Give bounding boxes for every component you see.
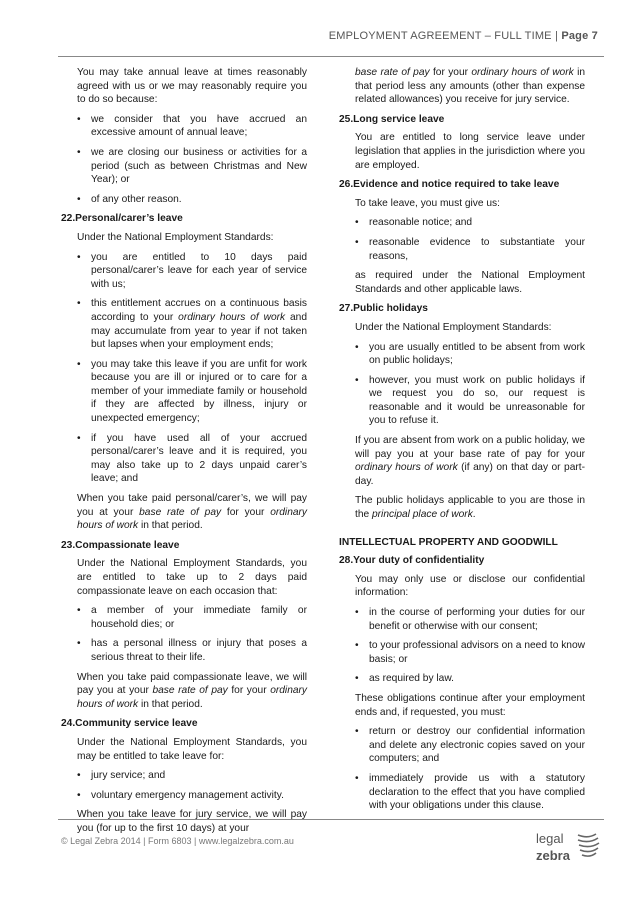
section-number: 27. bbox=[339, 303, 354, 315]
list-item: • reasonable notice; and bbox=[355, 216, 585, 230]
section-number: 25. bbox=[339, 113, 354, 125]
list-item: • return or destroy our confidential information and delete any electronic copies saved on your computers; and bbox=[355, 725, 585, 766]
section-paragraph: as required under the National Employment Standards and other applicable laws. bbox=[355, 270, 585, 295]
section-title: Your duty of confidentiality bbox=[353, 555, 485, 567]
text-run: The public holidays applicable to you are those in the bbox=[355, 495, 585, 521]
footer-rule bbox=[58, 819, 604, 820]
section-paragraph bbox=[339, 494, 585, 521]
annual-leave-list bbox=[61, 113, 307, 207]
text-run: When you take paid personal/carer’s, we will pay you at your bbox=[77, 493, 307, 518]
section-title: Community service leave bbox=[75, 718, 198, 730]
section-lead: To take leave, you must give us: bbox=[355, 197, 500, 209]
page-number: Page 7 bbox=[561, 30, 598, 42]
list-item: • we are closing our business or activities for a period (such as between Christmas and New Year); or bbox=[77, 146, 307, 187]
continued-paragraph bbox=[339, 66, 585, 107]
public-holidays-list bbox=[339, 341, 585, 429]
section-heading-23 bbox=[61, 539, 307, 553]
list-item: • in the course of performing your duties for our benefit or otherwise with our consent; bbox=[355, 606, 585, 633]
annual-leave-intro: You may take annual leave at times reasonably agreed with us or we may reasonably require you to do so because: bbox=[77, 67, 307, 106]
section-number: 22. bbox=[61, 213, 76, 225]
section-heading-22 bbox=[61, 212, 307, 226]
section-heading-25 bbox=[339, 113, 585, 127]
list-item: • you may take this leave if you are unfit for work because you are ill or injured or to care for a member of your immediate family or household if they are affected by illness, injury or unexpected emergency; bbox=[77, 358, 307, 426]
section-heading-24 bbox=[61, 717, 307, 731]
list-item: • jury service; and bbox=[77, 769, 307, 783]
section-lead: Under the National Employment Standards, you may be entitled to take leave for: bbox=[77, 736, 307, 762]
text-run: for your bbox=[429, 67, 472, 78]
text-run: in that period. bbox=[138, 520, 203, 532]
text-run: for your bbox=[221, 506, 271, 518]
text-run: (if any) on that day or part-day. bbox=[355, 462, 585, 487]
section-lead: You may only use or disclose our confidential information: bbox=[355, 573, 585, 599]
list-item: • you are usually entitled to be absent from work on public holidays; bbox=[355, 341, 585, 368]
community-leave-list bbox=[61, 769, 307, 802]
obligations-list bbox=[339, 725, 585, 813]
section-heading-27 bbox=[339, 302, 585, 316]
text-run: . bbox=[472, 509, 476, 521]
list-item: • as required by law. bbox=[355, 672, 585, 686]
list-item: • however, you must work on public holidays if we request you do so, our request is reasonable and it would be unreasonable for you to refuse it. bbox=[355, 374, 585, 428]
list-item: • voluntary emergency management activity. bbox=[77, 789, 307, 803]
section-number: 24. bbox=[61, 718, 76, 730]
defined-term: base rate of pay bbox=[355, 67, 430, 78]
text-run: When you take paid compassionate leave, we will pay you at your bbox=[77, 671, 307, 697]
section-title: Evidence and notice required to take leave bbox=[353, 179, 560, 191]
defined-term: ordinary hours of work bbox=[77, 506, 308, 532]
text-run: If you are absent from work on a public holiday, we will pay you at your base rate of pay for your bbox=[355, 435, 585, 460]
section-paragraph bbox=[339, 434, 585, 488]
defined-term: ordinary hours of work bbox=[471, 67, 574, 78]
part-heading: INTELLECTUAL PROPERTY AND GOODWILL bbox=[339, 536, 558, 548]
defined-term: base rate of pay bbox=[152, 685, 228, 697]
legal-zebra-logo bbox=[534, 829, 604, 865]
list-item: • reasonable evidence to substantiate your reasons, bbox=[355, 236, 585, 263]
list-item: • immediately provide us with a statutory declaration to the effect that you have complied with your obligations under this clause. bbox=[355, 772, 585, 813]
defined-term: base rate of pay bbox=[139, 506, 222, 518]
section-title: Long service leave bbox=[353, 113, 445, 125]
defined-term: ordinary hours of work bbox=[178, 311, 286, 323]
list-item: • you are entitled to 10 days paid personal/carer’s leave for each year of service with us; bbox=[77, 251, 307, 292]
section-paragraph: These obligations continue after your employment ends and, if requested, you must: bbox=[355, 692, 585, 718]
section-title: Compassionate leave bbox=[75, 539, 180, 551]
confidentiality-list bbox=[339, 606, 585, 686]
section-title: Public holidays bbox=[353, 303, 428, 315]
list-item: • if you have used all of your accrued personal/carer’s leave and it is required, you may also take up to 2 days unpaid carer’s leave; and bbox=[77, 432, 307, 486]
list-item bbox=[77, 297, 307, 351]
section-heading-26 bbox=[339, 178, 585, 192]
list-item: • of any other reason. bbox=[77, 193, 307, 207]
defined-term: ordinary hours of work bbox=[355, 462, 458, 474]
section-paragraph: When you take leave for jury service, we will pay you (for up to the first 10 days) at your bbox=[77, 809, 307, 834]
section-heading-28 bbox=[339, 554, 585, 568]
text-run: for your bbox=[227, 685, 271, 697]
text-run: and may accumulate from year to year if not taken but lapses when your employment ends; bbox=[91, 311, 307, 351]
compassionate-leave-list bbox=[61, 604, 307, 664]
list-item: • to your professional advisors on a need to know basis; or bbox=[355, 639, 585, 666]
section-paragraph: You are entitled to long service leave under legislation that applies in the jurisdiction where you are employed. bbox=[355, 132, 585, 171]
section-paragraph bbox=[61, 671, 307, 712]
defined-term: principal place of work bbox=[372, 509, 473, 521]
section-lead: Under the National Employment Standards, you are entitled to take up to 2 days paid compassionate leave on each occasion that: bbox=[77, 558, 307, 597]
header-rule bbox=[58, 56, 604, 57]
defined-term: ordinary hours of work bbox=[77, 685, 308, 710]
section-number: 28. bbox=[339, 555, 354, 567]
section-title: Personal/carer’s leave bbox=[75, 213, 183, 225]
notice-list bbox=[339, 216, 585, 263]
list-item: • we consider that you have accrued an excessive amount of annual leave; bbox=[77, 113, 307, 140]
section-lead: Under the National Employment Standards: bbox=[77, 231, 274, 243]
text-run: in that period. bbox=[138, 698, 203, 710]
list-item: • a member of your immediate family or household dies; or bbox=[77, 604, 307, 631]
section-lead: Under the National Employment Standards: bbox=[355, 321, 552, 333]
text-run: in that period less any amounts (other than expense related allowances) you receive for jury service. bbox=[355, 67, 585, 106]
left-column bbox=[61, 66, 307, 842]
logo-word-2: zebra bbox=[536, 848, 570, 863]
footer-text: © Legal Zebra 2014 | Form 6803 | www.legalzebra.com.au bbox=[61, 836, 294, 846]
section-number: 26. bbox=[339, 179, 354, 191]
header-separator: | bbox=[555, 30, 559, 42]
text-run: this entitlement accrues on a continuous basis according to your bbox=[91, 298, 307, 323]
page-header bbox=[329, 30, 598, 42]
right-column bbox=[339, 66, 585, 819]
zebra-stripes-icon bbox=[578, 834, 599, 856]
list-item: • has a personal illness or injury that poses a serious threat to their life. bbox=[77, 637, 307, 664]
logo-word-1: legal bbox=[536, 831, 564, 846]
personal-leave-list bbox=[61, 251, 307, 487]
section-paragraph bbox=[61, 492, 307, 533]
section-number: 23. bbox=[61, 539, 76, 551]
document-title: EMPLOYMENT AGREEMENT – FULL TIME bbox=[328, 30, 552, 42]
